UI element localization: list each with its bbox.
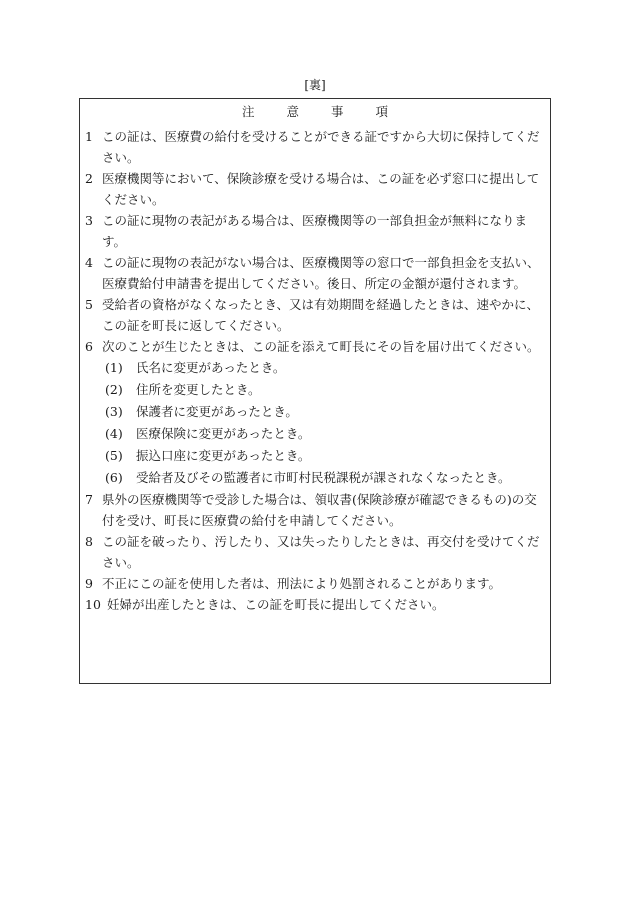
item-text: この証に現物の表記がない場合は、医療機関等の窓口で一部負担金を支払い、医療費給付申請書を提出してください。後日、所定の金額が還付されます。: [102, 255, 540, 291]
title-char: 事: [330, 104, 344, 119]
item-number: 8: [85, 534, 93, 549]
notice-box: [79, 98, 551, 684]
item-text: 受給者の資格がなくなったとき、又は有効期間を経過したときは、速やかに、この証を町長に返してください。: [102, 297, 540, 333]
notice-item-4: [80, 252, 550, 294]
subitem-text: 医療保険に変更があったとき。: [136, 426, 311, 441]
subitem-text: 住所を変更したとき。: [136, 382, 261, 397]
notice-item-5: [80, 294, 550, 336]
item-text: 次のことが生じたときは、この証を添えて町長にその旨を届け出てください。: [102, 339, 540, 354]
title-char: 意: [286, 104, 299, 119]
subitem-text: 振込口座に変更があったとき。: [136, 448, 311, 463]
notice-item-7: [80, 489, 550, 531]
item-text: 医療機関等において、保険診療を受ける場合は、この証を必ず窓口に提出してください。: [102, 171, 540, 207]
item-number: 5: [85, 297, 93, 312]
subitem-text: 保護者に変更があったとき。: [136, 404, 298, 419]
item-text: この証を破ったり、汚したり、又は失ったりしたときは、再交付を受けてください。: [102, 534, 540, 570]
title-char: 項: [375, 104, 388, 119]
notice-subitem-3: [80, 401, 550, 423]
item-number: 6: [85, 339, 93, 354]
back-side-label: [裏]: [304, 78, 326, 92]
notice-title: [80, 104, 550, 120]
subitem-number: (2): [105, 382, 123, 397]
item-number: 9: [85, 576, 93, 591]
notice-subitems-wrapper: [80, 357, 550, 489]
subitem-text: 氏名に変更があったとき。: [136, 360, 286, 375]
item-text: 不正にこの証を使用した者は、刑法により処罰されることがあります。: [102, 576, 502, 591]
subitem-number: (4): [105, 426, 123, 441]
subitem-text: 受給者及びその監護者に市町村民税課税が課されなくなったとき。: [136, 470, 511, 485]
notice-item-8: [80, 531, 550, 573]
notice-item-6: [80, 336, 550, 357]
notice-subitem-1: [80, 357, 550, 379]
notice-subitems-list: [80, 357, 550, 489]
notice-subitem-5: [80, 445, 550, 467]
item-number: 3: [85, 213, 93, 228]
item-number: 10: [85, 597, 101, 612]
subitem-number: (3): [105, 404, 123, 419]
subitem-number: (6): [105, 470, 123, 485]
item-text: 県外の医療機関等で受診した場合は、領収書(保険診療が確認できるもの)の交付を受け、町長に医療費の給付を申請してください。: [102, 492, 537, 528]
notice-item-9: [80, 573, 550, 594]
notice-items-list: [80, 126, 550, 615]
notice-subitem-6: [80, 467, 550, 489]
notice-subitem-4: [80, 423, 550, 445]
item-text: この証は、医療費の給付を受けることができる証ですから大切に保持してください。: [102, 129, 540, 165]
notice-subitem-2: [80, 379, 550, 401]
item-number: 2: [85, 171, 93, 186]
item-number: 4: [85, 255, 93, 270]
notice-item-2: [80, 168, 550, 210]
notice-item-10: [80, 594, 550, 615]
item-number: 7: [85, 492, 93, 507]
item-text: この証に現物の表記がある場合は、医療機関等の一部負担金が無料になります。: [102, 213, 528, 249]
item-number: 1: [85, 129, 93, 144]
title-char: 注: [241, 104, 255, 119]
subitem-number: (1): [105, 360, 123, 375]
notice-item-1: [80, 126, 550, 168]
subitem-number: (5): [105, 448, 123, 463]
notice-item-3: [80, 210, 550, 252]
item-text: 妊婦が出産したときは、この証を町長に提出してください。: [107, 597, 445, 612]
